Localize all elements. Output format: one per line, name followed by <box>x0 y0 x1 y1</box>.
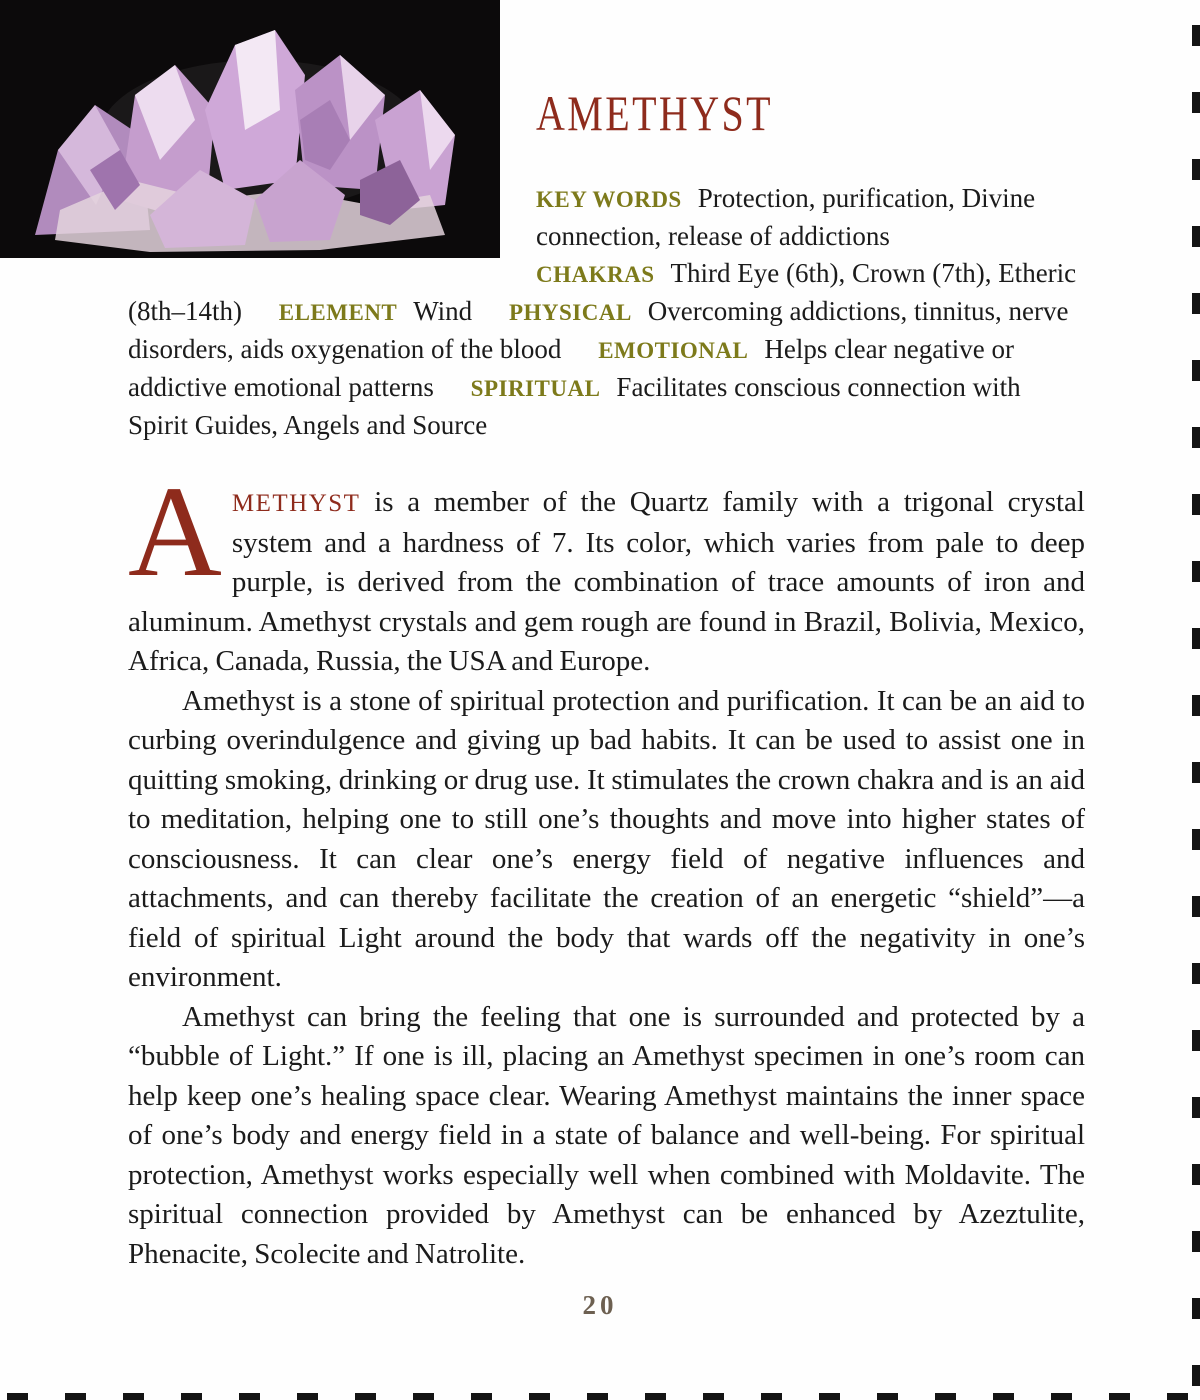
spiritual-label: SPIRITUAL <box>470 376 601 401</box>
body-paragraph-2: Amethyst can bring the feeling that one is surrounded and protected by a “bubble of Light.” If one is ill, placing an Amethyst specimen in one’s room can help keep one’s healing space clear. Wearing Amethyst maintains the inner space of one’s body and energy field in a state of balance and well-being. For spiritual protection, Amethyst works especially well when combined with Moldavite. The spiritual connection provided by Amethyst can be enhanced by Azeztulite, Phenacite, Scolecite and Natrolite. <box>128 1000 1085 1270</box>
amethyst-crystal-illustration <box>0 0 500 258</box>
emotional-label: EMOTIONAL <box>598 338 749 363</box>
page-edge-marks-right <box>1192 0 1200 1400</box>
page-number: 20 <box>582 1290 618 1320</box>
intro-paragraph <box>128 460 1085 682</box>
lead-word: METHYST <box>231 490 361 517</box>
page-title-text: AMETHYST <box>536 85 773 141</box>
physical-label: PHYSICAL <box>508 300 632 325</box>
emotional-text: Helps clear negative or addictive emotional patterns <box>128 334 1015 402</box>
element-label: ELEMENT <box>278 300 398 325</box>
key-words-entry <box>536 183 1035 251</box>
chakras-text: Third Eye (6th), Crown (7th), Etheric (8th–14th) <box>128 258 1077 326</box>
drop-cap: A <box>128 460 222 604</box>
key-words-text: Protection, purification, Divine connection, release of addictions <box>536 183 1036 251</box>
physical-text: Overcoming addictions, tinnitus, nerve disorders, aids oxygenation of the blood <box>128 296 1069 364</box>
body-paragraph-1: Amethyst is a stone of spiritual protection and purification. It can be an aid to curbing overindulgence and giving up bad habits. It can be used to assist one in quitting smoking, drinking or drug use. It stimulates the crown chakra and is an aid to meditation, helping one to still one’s thoughts and move into higher states of consciousness. It can clear one’s energy field of negative influences and attachments, and can thereby facilitate the creation of an energetic “shield”—a field of spiritual Light around the body that wards off the negativity in one’s environment. <box>128 684 1085 993</box>
page-edge-marks-bottom <box>0 1393 1200 1400</box>
element-text: Wind <box>413 296 473 326</box>
spiritual-text: Facilitates conscious connection with Spirit Guides, Angels and Source <box>128 372 1021 440</box>
intro-paragraph-text: is a member of the Quartz family with a trigonal crystal system and a hardness of 7. Its color, which varies from pale to deep purple, is derived from the combination of trace amounts of iron and aluminum. Amethyst crystals and gem rough are found in Brazil, Bolivia, Mexico, Africa, Canada, Russia, the USA and Europe. <box>128 486 1085 677</box>
key-words-label: KEY WORDS <box>536 187 682 212</box>
amethyst-photo <box>0 0 500 258</box>
element-entry <box>279 296 472 326</box>
chakras-label: CHAKRAS <box>536 262 655 287</box>
